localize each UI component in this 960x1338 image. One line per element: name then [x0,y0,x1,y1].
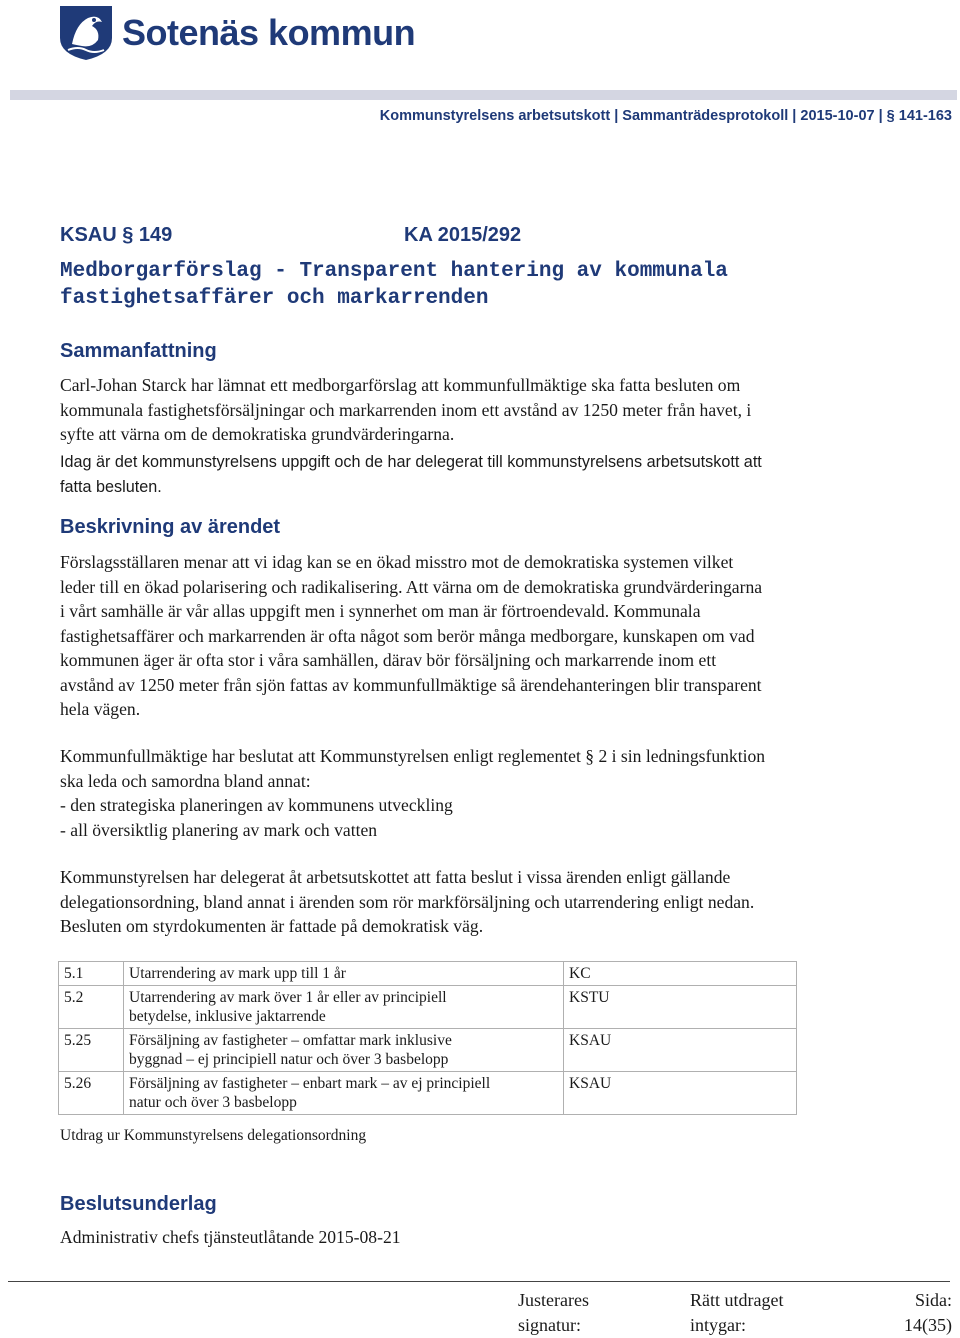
text-line: delegationsordning, bland annat i ärenden som rör markförsäljning och utarrendering enligt nedan. [60,891,755,912]
text-line: leder till en ökad polarisering och radikalisering. Att värna om de demokratiska grundvärderingarna [60,576,763,597]
footer-label: signatur: [518,1315,581,1335]
cell-line: betydelse, inklusive jaktarrende [129,1008,326,1025]
footer-label: Sida: [914,1290,952,1310]
text-line: avstånd av 1250 meter från sjön fattas av kommunfullmäktige så ärendehanteringen blir transparent [60,674,762,695]
text-line: Förslagsställaren menar att vi idag kan se en ökad misstro mot de demokratiska systemen vilket [60,552,734,572]
table-cell-description [124,1072,564,1115]
summary-text-sans [60,450,910,499]
logo [58,4,415,62]
table-cell-number: 5.1 [59,962,124,986]
description-paragraph-2 [60,744,910,842]
text-line: Kommunstyrelsen har delegerat åt arbetsutskottet att fatta beslut i vissa ärenden enligt gällande [60,867,731,887]
text-line: Kommunfullmäktige har beslutat att Kommunstyrelsen enligt reglementet § 2 i sin ledningsfunktion [60,746,766,766]
table-row [59,986,797,1029]
text-line: hela vägen. [60,699,141,719]
footer-page [904,1288,952,1338]
footer-label: Justerares [518,1290,589,1310]
table-cell-body: KSAU [564,1029,797,1072]
text-line: ska leda och samordna bland annat: [60,770,311,791]
text-line: fatta besluten. [60,477,162,496]
logo-text: Sotenäs kommun [122,12,416,53]
footer-label: intygar: [690,1315,746,1335]
text-line: syfte att värna om de demokratiska grundvärderingarna. [60,424,455,444]
basis-text: Administrativ chefs tjänsteutlåtande 2015-08-21 [60,1227,401,1247]
table-cell-description [124,1029,564,1072]
cell-line: Utarrendering av mark upp till 1 år [129,965,346,982]
title-line: Medborgarförslag - Transparent hantering av kommunala [60,260,728,283]
case-reference: KA 2015/292 [404,224,522,246]
text-line: Carl-Johan Starck har lämnat ett medborgarförslag att kommunfullmäktige ska fatta besluten om [60,375,741,395]
table-cell-body: KC [564,962,797,986]
text-line: fastighetsaffärer och markarrenden är ofta något som berör många medborgare, kunskapen om vad [60,625,755,646]
table-cell-body: KSAU [564,1072,797,1115]
header-breadcrumb: Kommunstyrelsens arbetsutskott | Sammanträdesprotokoll | 2015-10-07 | § 141-163 [379,108,952,124]
basis-heading: Beslutsunderlag [60,1193,217,1215]
table-cell-body: KSTU [564,986,797,1029]
table-cell-number: 5.26 [59,1072,124,1115]
delegation-table [58,961,797,1115]
text-line: kommunala fastighetsförsäljningar och markarrenden inom ett avstånd av 1250 meter från havet, i [60,399,752,420]
table-cell-number: 5.2 [59,986,124,1029]
cell-line: Försäljning av fastigheter – enbart mark – av ej principiell [129,1075,491,1092]
description-paragraph-1 [60,550,910,722]
text-line: Besluten om styrdokumenten är fattade på demokratisk väg. [60,916,484,936]
title-line: fastighetsaffärer och markarrenden [60,287,489,310]
footer-label: Rätt utdraget [690,1290,784,1310]
header-rule [10,90,957,100]
description-heading: Beskrivning av ärendet [60,516,281,538]
case-number: KSAU § 149 [60,224,173,246]
summary-text [60,373,910,447]
case-title [60,258,900,312]
table-cell-description [124,986,564,1029]
summary-heading: Sammanfattning [60,340,217,362]
text-line: - den strategiska planeringen av kommunens utveckling [60,795,453,815]
table-row [59,1029,797,1072]
table-caption: Utdrag ur Kommunstyrelsens delegationsordning [60,1127,367,1144]
cell-line: byggnad – ej principiell natur och över 3 basbelopp [129,1051,449,1068]
description-paragraph-3 [60,865,910,939]
table-row [59,962,797,986]
text-line: kommunen äger är ofta stor i våra samhällen, därav bör försäljning och markarrende inom ett [60,650,717,670]
text-line: i vårt samhälle är vår allas uppgift men i synnerhet om man är förtroendevald. Kommunala [60,601,701,621]
table-cell-description [124,962,564,986]
cell-line: natur och över 3 basbelopp [129,1094,297,1111]
footer-justerares [518,1288,589,1338]
table-row [59,1072,797,1115]
footer-rule [8,1281,950,1282]
cell-line: Försäljning av fastigheter – omfattar mark inklusive [129,1032,452,1049]
municipal-shield-icon [58,4,114,62]
text-line: Idag är det kommunstyrelsens uppgift och de har delegerat till kommunstyrelsens arbetsutskott att [60,453,762,471]
text-line: - all översiktlig planering av mark och vatten [60,819,378,840]
footer-ratt-utdraget [690,1288,783,1338]
page-number: 14(35) [904,1315,952,1335]
cell-line: Utarrendering av mark över 1 år eller av principiell [129,989,447,1006]
table-cell-number: 5.25 [59,1029,124,1072]
